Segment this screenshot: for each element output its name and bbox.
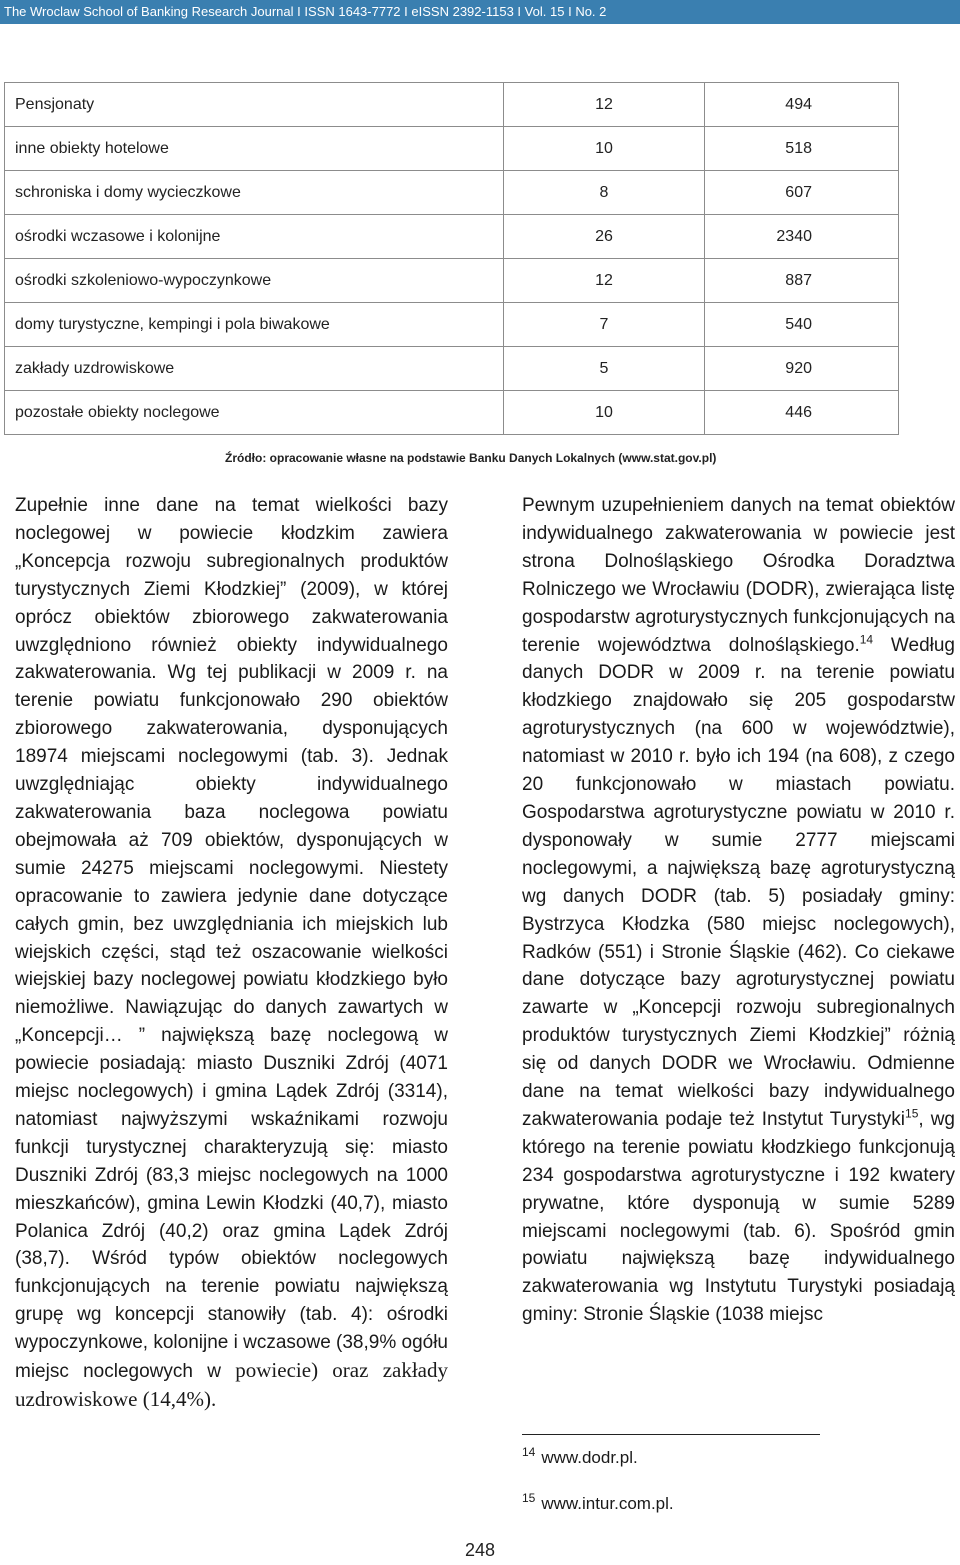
journal-eissn: eISSN 2392-1153 <box>411 4 514 19</box>
table-cell-count: 10 <box>504 391 705 435</box>
table-row <box>5 171 899 215</box>
table-cell-type: domy turystyczne, kempingi i pola biwakowe <box>5 303 504 347</box>
table-source-note: Źródło: opracowanie własne na podstawie Banku Danych Lokalnych (www.stat.gov.pl) <box>225 451 717 465</box>
page-number: 248 <box>464 1540 496 1560</box>
table-row <box>5 303 899 347</box>
right-column <box>522 492 955 1329</box>
table-cell-count: 10 <box>504 127 705 171</box>
table-cell-count: 5 <box>504 347 705 391</box>
table-cell-count: 12 <box>504 83 705 127</box>
footnote-number: 15 <box>522 1491 536 1506</box>
table-cell-type: ośrodki wczasowe i kolonijne <box>5 215 504 259</box>
journal-header <box>0 0 960 24</box>
table-cell-count: 7 <box>504 303 705 347</box>
footnote-ref-15[interactable]: 15 <box>905 1106 919 1121</box>
body-paragraph <box>522 492 955 1329</box>
table-cell-type: zakłady uzdrowiskowe <box>5 347 504 391</box>
header-separator: I <box>297 4 301 19</box>
journal-title: The Wroclaw School of Banking Research Journal <box>4 4 294 19</box>
footnote-15 <box>522 1491 674 1514</box>
table-cell-type: inne obiekty hotelowe <box>5 127 504 171</box>
table-cell-places: 607 <box>705 171 899 215</box>
footnote-ref-14[interactable]: 14 <box>859 632 874 647</box>
right-column-text-3: , wg którego na terenie powiatu kłodzkiego funkcjonują 234 gospodarstwa agroturystyczne i 192 kwatery prywatne, które dysponują w sumie 5289 miejscami noclegowymi (tab. 6). Spośród gmin powiatu największą bazę indywidualnego zakwaterowania wg Instytutu Turystyki posiadają gminy: Stronie Śląskie (1038 miejsc <box>522 1108 955 1326</box>
left-column <box>15 492 448 1415</box>
table-row <box>5 83 899 127</box>
journal-number: No. 2 <box>575 4 607 19</box>
table-cell-count: 8 <box>504 171 705 215</box>
left-column-text: Zupełnie inne dane na temat wielkości bazy noclegowej w powiecie kłodzkim zawiera „Koncepcja rozwoju subregionalnych produktów turystycznych Ziemi Kłodzkiej” (2009), w której oprócz obiektów zbiorowego zakwaterowania uwzględniono również obiekty indywidualnego zakwaterowania. Wg tej publikacji w 2009 r. na terenie powiatu funkcjonowało 290 obiektów zbiorowego zakwaterowania, dysponujących 18974 miejscami noclegowymi (tab. 3). Jednak uwzględniając obiekty indywidualnego zakwaterowania baza noclegowa powiatu obejmowała aż 709 obiektów, dysponujących w sumie 24275 miejscami noclegowymi. Niestety opracowanie to zawiera jedynie dane dotyczące całych gmin, bez uwzględniania ich miejskich lub wiejskich części, stąd też oszacowanie wielkości wiejskiej bazy noclegowej powiatu kłodzkiego było niemożliwe. Nawiązując do danych zawartych w „Koncepcji… ” największą bazę noclegową w powiecie posiadają: miasto Duszniki Zdrój (4071 miejsc noclegowych) i gmina Lądek Zdrój (3314), natomiast najwyższymi wskaźnikami rozwoju funkcji turystycznej charakteryzują się: miasto Duszniki Zdrój (83,3 miejsc noclegowych na 1000 mieszkańców), gmina Lewin Kłodzki (40,7), miasto Polanica Zdrój (40,2) oraz gmina Lądek Zdrój (38,7). Wśród typów obiektów noclegowych funkcjonujących na terenie powiatu największą grupę wg koncepcji stanowiły (tab. 4): ośrodki wypoczynkowe, kolonijne i wczasowe (38,9% ogółu miejsc noclegowych w <box>15 495 449 1383</box>
table-cell-places: 540 <box>705 303 899 347</box>
footnote-link[interactable]: www.dodr.pl. <box>541 1448 638 1467</box>
table-cell-count: 12 <box>504 259 705 303</box>
accommodation-table <box>4 82 899 435</box>
table-row <box>5 347 899 391</box>
table-cell-places: 887 <box>705 259 899 303</box>
table-cell-places: 446 <box>705 391 899 435</box>
journal-volume: Vol. 15 <box>524 4 565 19</box>
footnote-14 <box>522 1445 638 1468</box>
footnote-number: 14 <box>522 1445 536 1460</box>
table-row <box>5 391 899 435</box>
table-cell-type: ośrodki szkoleniowo-wypoczynkowe <box>5 259 504 303</box>
table-cell-places: 518 <box>705 127 899 171</box>
header-separator: I <box>404 4 408 19</box>
table-row <box>5 215 899 259</box>
journal-issn: ISSN 1643-7772 <box>304 4 401 19</box>
table-cell-count: 26 <box>504 215 705 259</box>
table-row <box>5 259 899 303</box>
header-separator: I <box>568 4 572 19</box>
right-column-text-2: Według danych DODR w 2009 r. na terenie powiatu kłodzkiego znajdowało się 205 gospodarstw agroturystycznych (na 600 w województwie), natomiast w 2010 r. było ich 194 (na 608), z czego 20 funkcjonowało w miastach powiatu. Gospodarstwa agroturystyczne powiatu w 2010 r. dysponowały w sumie 2777 miejscami noclegowymi, a największą bazę agroturystyczną wg danych DODR (tab. 5) posiadały gminy: Bystrzyca Kłodzka (580 miejsc noclegowych), Radków (551) i Stronie Śląskie (462). Co ciekawe dane dotyczące bazy agroturystycznej powiatu zawarte w „Koncepcji rozwoju subregionalnych produktów turystycznych Ziemi Kłodzkiej” różnią się od danych DODR we Wrocławiu. Odmienne dane na temat wielkości bazy indywidualnego zakwaterowania podaje też Instytut Turystyki <box>522 634 955 1130</box>
table-cell-type: schroniska i domy wycieczkowe <box>5 171 504 215</box>
table-cell-places: 494 <box>705 83 899 127</box>
table-cell-places: 920 <box>705 347 899 391</box>
body-paragraph <box>15 492 448 1415</box>
table-cell-type: pozostałe obiekty noclegowe <box>5 391 504 435</box>
left-column-tail: powiecie) oraz zakłady uzdrowiskowe (14,4%). <box>15 1358 448 1411</box>
table-cell-places: 2340 <box>705 215 899 259</box>
header-separator: I <box>517 4 522 19</box>
table-cell-type: Pensjonaty <box>5 83 504 127</box>
right-column-text-1: Pewnym uzupełnieniem danych na temat obiektów indywidualnego zakwaterowania w powiecie jest strona Dolnośląskiego Ośrodka Doradztwa Rolniczego we Wrocławiu (DODR), zwierająca listę gospodarstw agroturystycznych funkcjonujących na terenie województwa dolnośląskiego. <box>522 495 956 656</box>
table-row <box>5 127 899 171</box>
footnote-link[interactable]: www.intur.com.pl. <box>541 1494 674 1513</box>
footnote-divider <box>522 1434 820 1435</box>
